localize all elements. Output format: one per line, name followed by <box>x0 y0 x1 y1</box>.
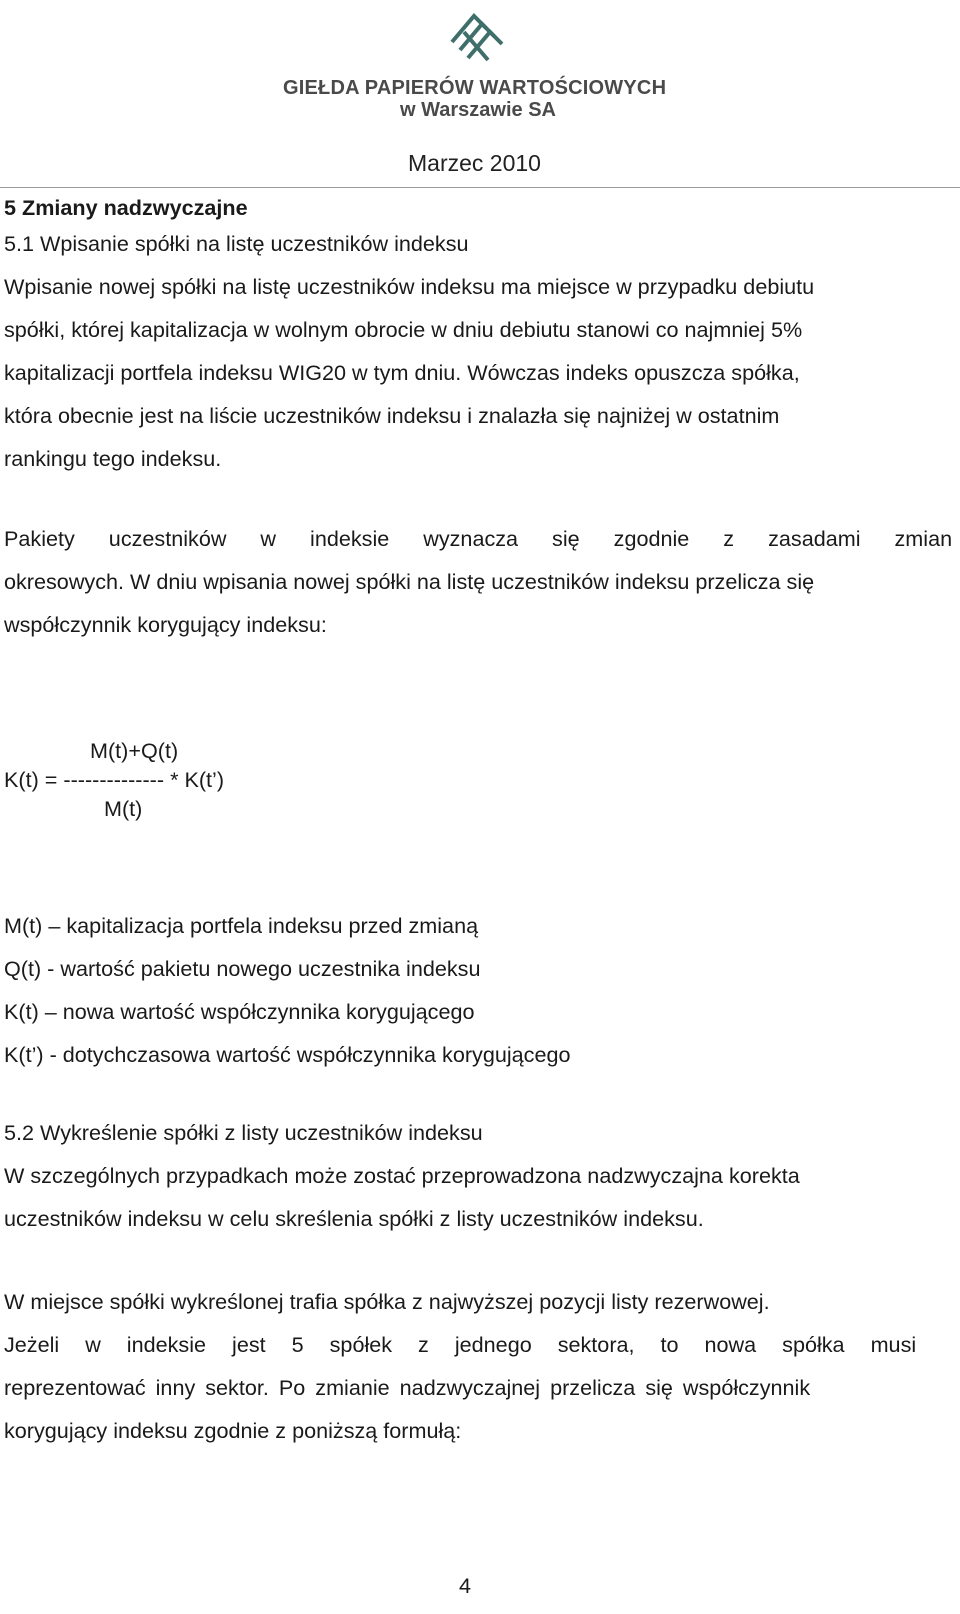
section-title: 5 Zmiany nadzwyczajne <box>4 195 248 220</box>
formula-numerator: M(t)+Q(t) <box>90 738 179 763</box>
org-name-line2: w Warszawie SA <box>400 99 556 121</box>
formula-main: K(t) = -------------- * K(t’) <box>4 767 225 792</box>
subsection-heading: 5.1 Wpisanie spółki na listę uczestników indeksu <box>4 231 469 256</box>
paragraph-line: spółki, której kapitalizacja w wolnym obrocie w dniu debiutu stanowi co najmniej 5% <box>4 317 803 342</box>
page-header <box>0 0 960 190</box>
subsection-title <box>4 222 956 265</box>
paragraph-line: kapitalizacji portfela indeksu WIG20 w tym dniu. Wówczas indeks opuszcza spółka, <box>4 360 800 385</box>
paragraph-line: okresowych. W dniu wpisania nowej spółki na listę uczestników indeksu przelicza się <box>4 569 815 594</box>
definition-item: K(t’) - dotychczasowa wartość współczynnika korygującego <box>4 1042 571 1067</box>
subsection-5-2 <box>4 1111 956 1240</box>
paragraph-line: W szczególnych przypadkach może zostać przeprowadzona nadzwyczajna korekta <box>4 1163 800 1188</box>
paragraph-line: Jeżeli w indeksie jest 5 spółek z jednego sektora, to nowa spółka musi <box>4 1332 917 1357</box>
page-number: 4 <box>459 1573 472 1598</box>
paragraph-line <box>4 517 956 560</box>
paragraph-line: Wpisanie nowej spółki na listę uczestników indeksu ma miejsce w przypadku debiutu <box>4 274 815 299</box>
paragraph-line: współczynnik korygujący indeksu: <box>4 612 327 637</box>
definition-item: K(t) – nowa wartość współczynnika korygującego <box>4 999 475 1024</box>
paragraph-4 <box>4 1280 956 1452</box>
word-group: Pakiety uczestników w indeksie wyznacza się zgodnie z zasadami zmian <box>4 526 953 551</box>
definition-item: Q(t) - wartość pakietu nowego uczestnika indeksu <box>4 956 481 981</box>
paragraph-line: która obecnie jest na liście uczestników indeksu i znalazła się najniżej w ostatnim <box>4 403 780 428</box>
document-date: Marzec 2010 <box>408 150 541 176</box>
paragraph-line: uczestników indeksu w celu skreślenia spółki z listy uczestników indeksu. <box>4 1206 704 1231</box>
paragraph-1 <box>4 265 956 480</box>
org-name-line1: GIEŁDA PAPIERÓW WARTOŚCIOWYCH <box>283 77 667 99</box>
formula-denominator: M(t) <box>104 796 143 821</box>
definition-item: M(t) – kapitalizacja portfela indeksu przed zmianą <box>4 913 479 938</box>
paragraph-line: korygujący indeksu zgodnie z poniższą formułą: <box>4 1418 462 1443</box>
subsection-5-1 <box>4 222 956 480</box>
paragraph-line: W miejsce spółki wykreślonej trafia spółka z najwyższej pozycji listy rezerwowej. <box>4 1289 770 1314</box>
definitions-list <box>4 904 570 1076</box>
paragraph-line: reprezentować inny sektor. Po zmianie nadzwyczajnej przelicza się współczynnik <box>4 1375 811 1400</box>
paragraph-line: rankingu tego indeksu. <box>4 446 222 471</box>
paragraph-2 <box>4 517 956 646</box>
gpw-logo-icon <box>442 2 512 72</box>
subsection-heading: 5.2 Wykreślenie spółki z listy uczestników indeksu <box>4 1120 483 1145</box>
